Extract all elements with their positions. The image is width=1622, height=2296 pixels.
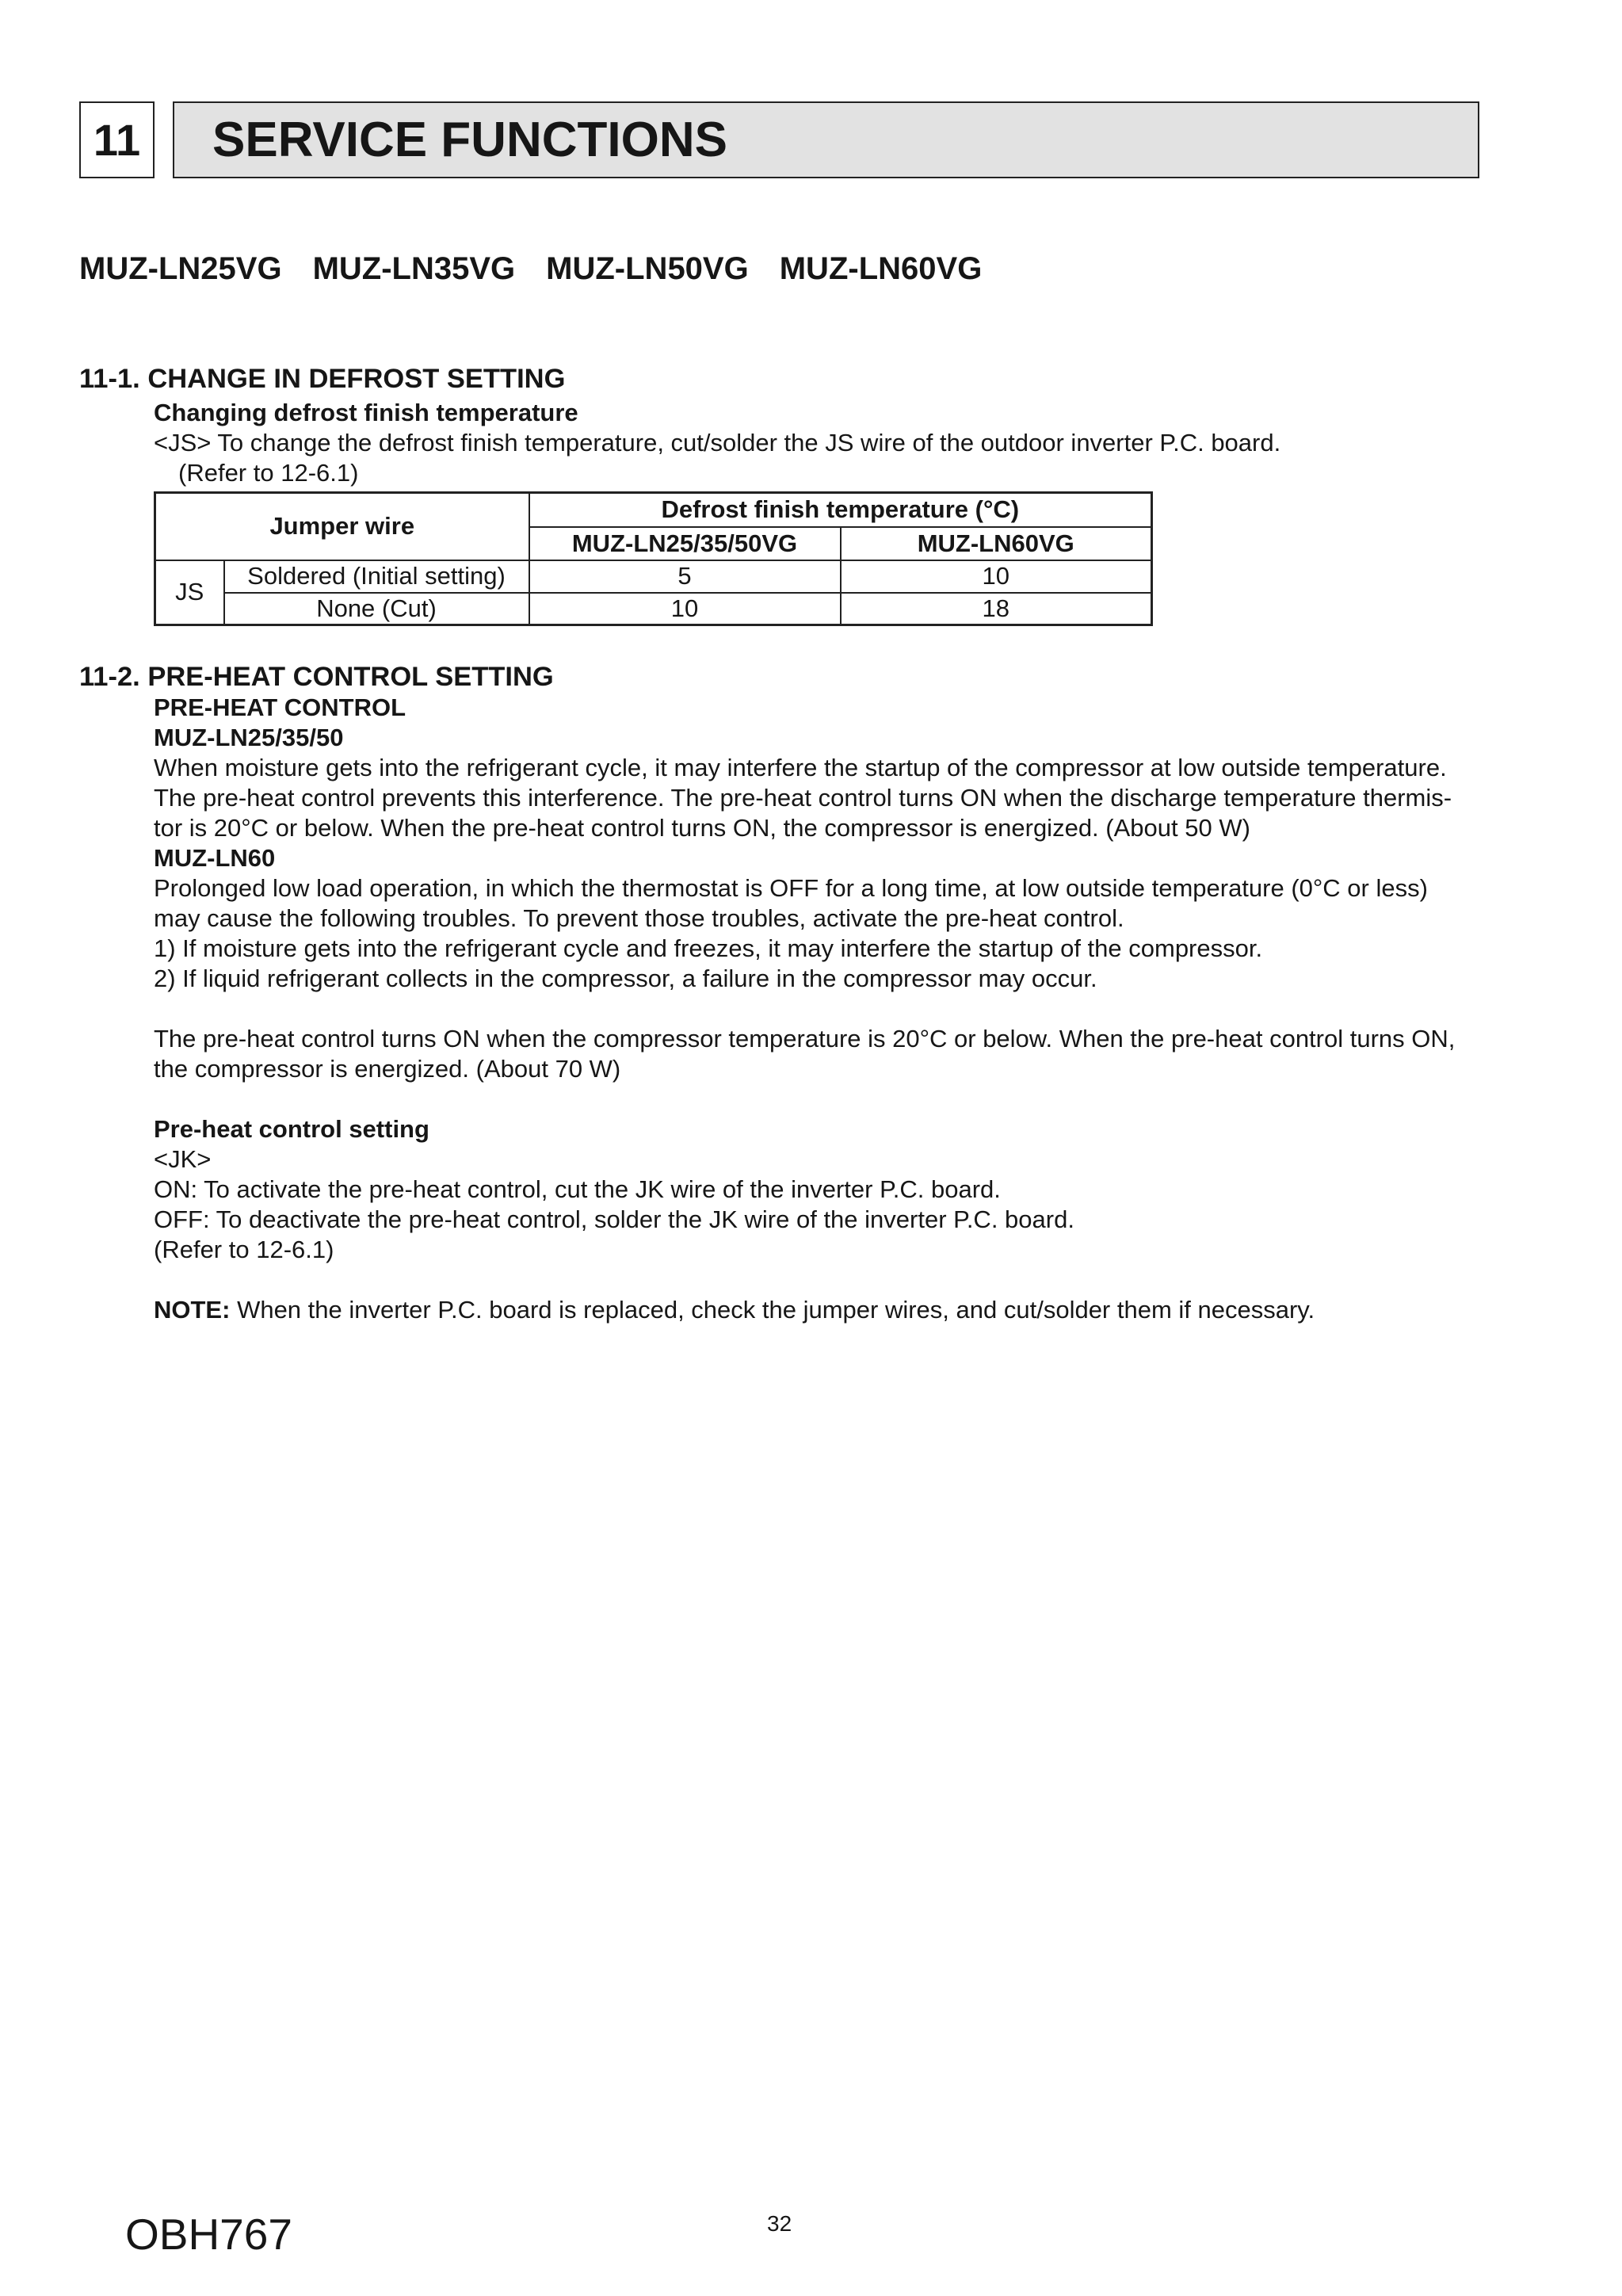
- model-subheading: MUZ-LN25/35/50: [154, 724, 344, 751]
- subheading: Pre-heat control setting: [154, 1115, 429, 1143]
- value-cell: 18: [841, 593, 1152, 625]
- body-line: When moisture gets into the refrigerant cycle, it may interfere the startup of the compressor at low outside temperature.: [154, 754, 1447, 781]
- subheading: PRE-HEAT CONTROL: [154, 693, 406, 721]
- reference-line: (Refer to 12-6.1): [154, 1236, 334, 1263]
- body-line: OFF: To deactivate the pre-heat control, solder the JK wire of the inverter P.C. board.: [154, 1205, 1074, 1233]
- body-line: <JK>: [154, 1145, 212, 1173]
- table-header-row: [155, 493, 1152, 527]
- body-line: 1) If moisture gets into the refrigerant cycle and freezes, it may interfere the startup of the compressor.: [154, 934, 1263, 962]
- section-heading-defrost: 11-1. CHANGE IN DEFROST SETTING: [79, 364, 566, 394]
- section-preheat-body: [154, 693, 1455, 1325]
- defrost-temperature-table: [154, 491, 1153, 626]
- model-name: MUZ-LN35VG: [312, 251, 516, 286]
- document-code: OBH767: [125, 2210, 292, 2259]
- spacer: [154, 1265, 1455, 1295]
- body-line: the compressor is energized. (About 70 W): [154, 1055, 621, 1083]
- reference-line: (Refer to 12-6.1): [178, 459, 359, 487]
- model-subheading: MUZ-LN60: [154, 844, 276, 872]
- body-line: tor is 20°C or below. When the pre-heat control turns ON, the compressor is energized. (About 50 W): [154, 814, 1250, 842]
- body-line: The pre-heat control prevents this interference. The pre-heat control turns ON when the discharge temperature thermis-: [154, 784, 1452, 812]
- spacer: [154, 994, 1455, 1024]
- chapter-number: 11: [93, 115, 141, 165]
- chapter-title-box: [173, 101, 1479, 178]
- model-list: [79, 250, 982, 288]
- value-cell: 10: [841, 560, 1152, 593]
- setting-cell: Soldered (Initial setting): [224, 560, 529, 593]
- section-defrost-body: [154, 398, 1280, 488]
- page-number: 32: [767, 2211, 792, 2236]
- chapter-title: SERVICE FUNCTIONS: [212, 113, 727, 167]
- model-header: MUZ-LN25/35/50VG: [529, 527, 841, 560]
- chapter-number-box: [79, 101, 155, 178]
- setting-cell: None (Cut): [224, 593, 529, 625]
- note-text: When the inverter P.C. board is replaced, check the jumper wires, and cut/solder them if necessary.: [237, 1296, 1315, 1324]
- note-line: [154, 1295, 1455, 1325]
- model-header: MUZ-LN60VG: [841, 527, 1152, 560]
- section-heading-preheat: 11-2. PRE-HEAT CONTROL SETTING: [79, 662, 554, 692]
- body-line: Prolonged low load operation, in which the thermostat is OFF for a long time, at low outside temperature (0°C or less): [154, 874, 1428, 902]
- value-cell: 5: [529, 560, 841, 593]
- model-name: MUZ-LN25VG: [79, 251, 282, 286]
- defrost-temp-header: Defrost finish temperature (°C): [529, 493, 1152, 527]
- spacer: [154, 1084, 1455, 1114]
- body-line: ON: To activate the pre-heat control, cut the JK wire of the inverter P.C. board.: [154, 1175, 1001, 1203]
- jumper-name-cell: JS: [155, 560, 224, 625]
- value-cell: 10: [529, 593, 841, 625]
- table-row: [155, 560, 1152, 593]
- body-line: may cause the following troubles. To prevent those troubles, activate the pre-heat control.: [154, 904, 1124, 932]
- body-line: <JS> To change the defrost finish temperature, cut/solder the JS wire of the outdoor inverter P.C. board.: [154, 429, 1281, 457]
- note-label: NOTE:: [154, 1296, 231, 1324]
- table-row: [155, 593, 1152, 625]
- body-line: The pre-heat control turns ON when the compressor temperature is 20°C or below. When the pre-heat control turns ON,: [154, 1025, 1456, 1052]
- body-line: 2) If liquid refrigerant collects in the compressor, a failure in the compressor may occur.: [154, 965, 1097, 992]
- model-name: MUZ-LN60VG: [779, 251, 983, 286]
- jumper-wire-header: Jumper wire: [155, 493, 529, 560]
- subheading: Changing defrost finish temperature: [154, 399, 578, 426]
- model-name: MUZ-LN50VG: [546, 251, 749, 286]
